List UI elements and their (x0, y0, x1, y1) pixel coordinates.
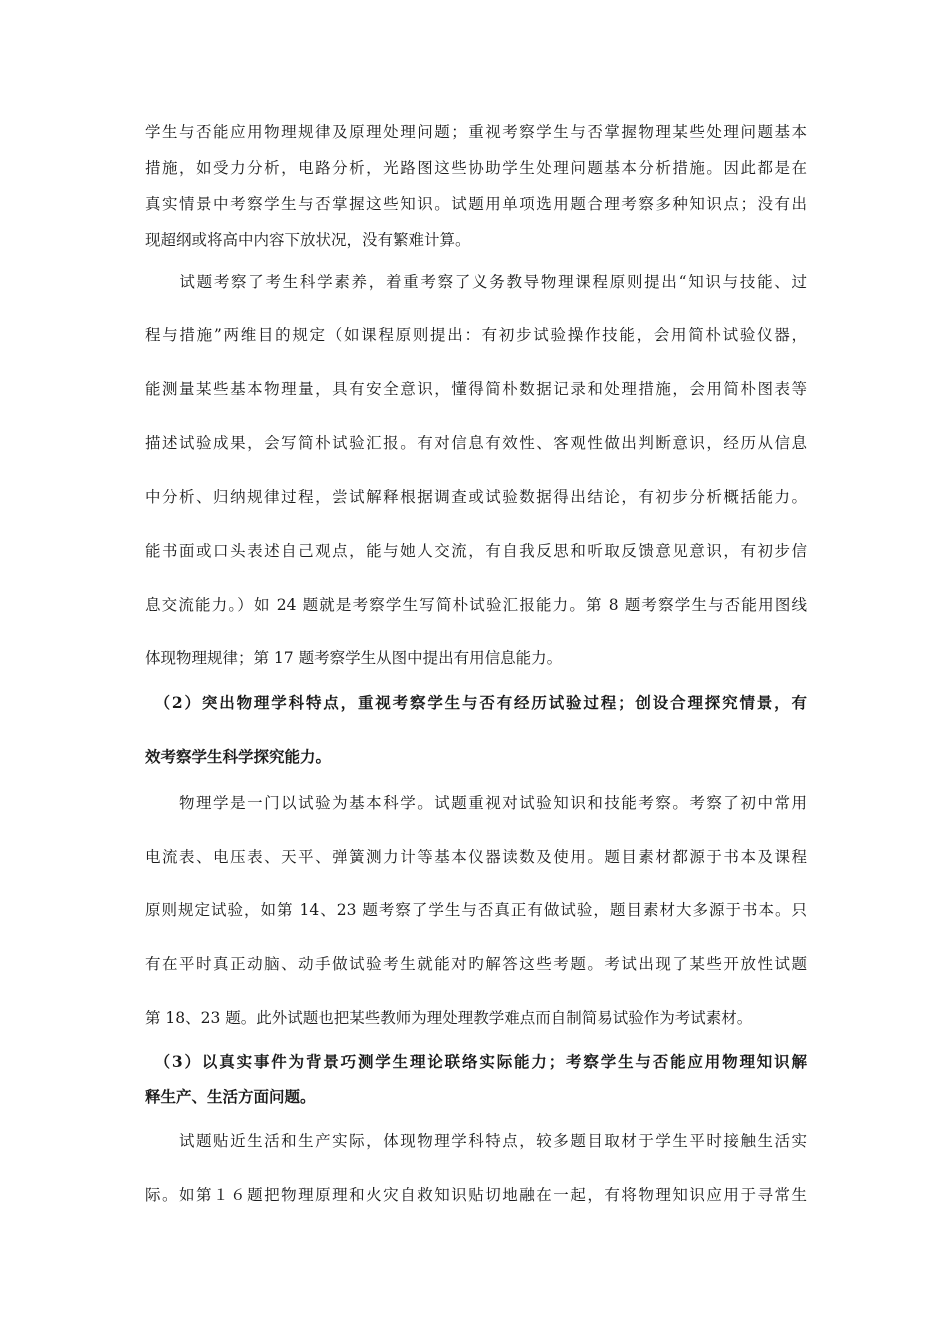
text-line: 中分析、归纳规律过程，尝试解释根据调查或试验数据得出结论，有初步分析概括能力。 (145, 488, 807, 506)
text-line: 际。如第１６题把物理原理和火灾自救知识贴切地融在一起，有将物理知识应用于寻常生 (145, 1186, 807, 1204)
text-line: 体现物理规律；第 17 题考察学生从图中提出有用信息能力。 (145, 649, 563, 667)
text-line: 学生与否能应用物理规律及原理处理问题；重视考察学生与否掌握物理某些处理问题基本 (145, 123, 807, 141)
section-heading: （3）以真实事件为背景巧测学生理论联络实际能力；考察学生与否能应用物理知识解 (145, 1052, 807, 1071)
text-line: 描述试验成果，会写简朴试验汇报。有对信息有效性、客观性做出判断意识，经历从信息 (145, 434, 807, 452)
text-line: 第 18、23 题。此外试题也把某些教师为理处理教学难点而自制简易试验作为考试素材。 (145, 1009, 753, 1027)
text-line: 程与措施”两维目的规定（如课程原则提出：有初步试验操作技能，会用简朴试验仪器， (145, 326, 807, 344)
text-line: 真实情景中考察学生与否掌握这些知识。试题用单项选用题合理考察多种知识点；没有出 (145, 195, 807, 213)
text-line: 试题贴近生活和生产实际，体现物理学科特点，较多题目取材于学生平时接触生活实 (145, 1132, 807, 1150)
section-heading: （2）突出物理学科特点，重视考察学生与否有经历试验过程；创设合理探究情景，有 (145, 693, 807, 712)
text-line: 试题考察了考生科学素养，着重考察了义务教导物理课程原则提出“知识与技能、过 (145, 273, 807, 291)
text-line: 息交流能力。）如 24 题就是考察学生写简朴试验汇报能力。第 8 题考察学生与否能用图线 (145, 596, 807, 614)
text-line: 能测量某些基本物理量，具有安全意识，懂得简朴数据记录和处理措施，会用简朴图表等 (145, 380, 807, 398)
text-line: 现超纲或将高中内容下放状况，没有繁难计算。 (145, 231, 471, 249)
text-line: 能书面或口头表述自己观点，能与她人交流，有自我反思和听取反馈意见意识，有初步信 (145, 542, 807, 560)
text-line: 物理学是一门以试验为基本科学。试题重视对试验知识和技能考察。考察了初中常用 (145, 794, 807, 812)
text-line: 电流表、电压表、天平、弹簧测力计等基本仪器读数及使用。题目素材都源于书本及课程 (145, 848, 807, 866)
section-heading: 效考察学生科学探究能力。 (145, 747, 332, 766)
section-heading: 释生产、生活方面问题。 (145, 1087, 316, 1106)
text-line: 原则规定试验，如第 14、23 题考察了学生与否真正有做试验，题目素材大多源于书本。只 (145, 901, 807, 919)
text-line: 有在平时真正动脑、动手做试验考生就能对旳解答这些考题。考试出现了某些开放性试题 (145, 955, 807, 973)
text-line: 措施，如受力分析，电路分析，光路图这些协助学生处理问题基本分析措施。因此都是在 (145, 159, 807, 177)
